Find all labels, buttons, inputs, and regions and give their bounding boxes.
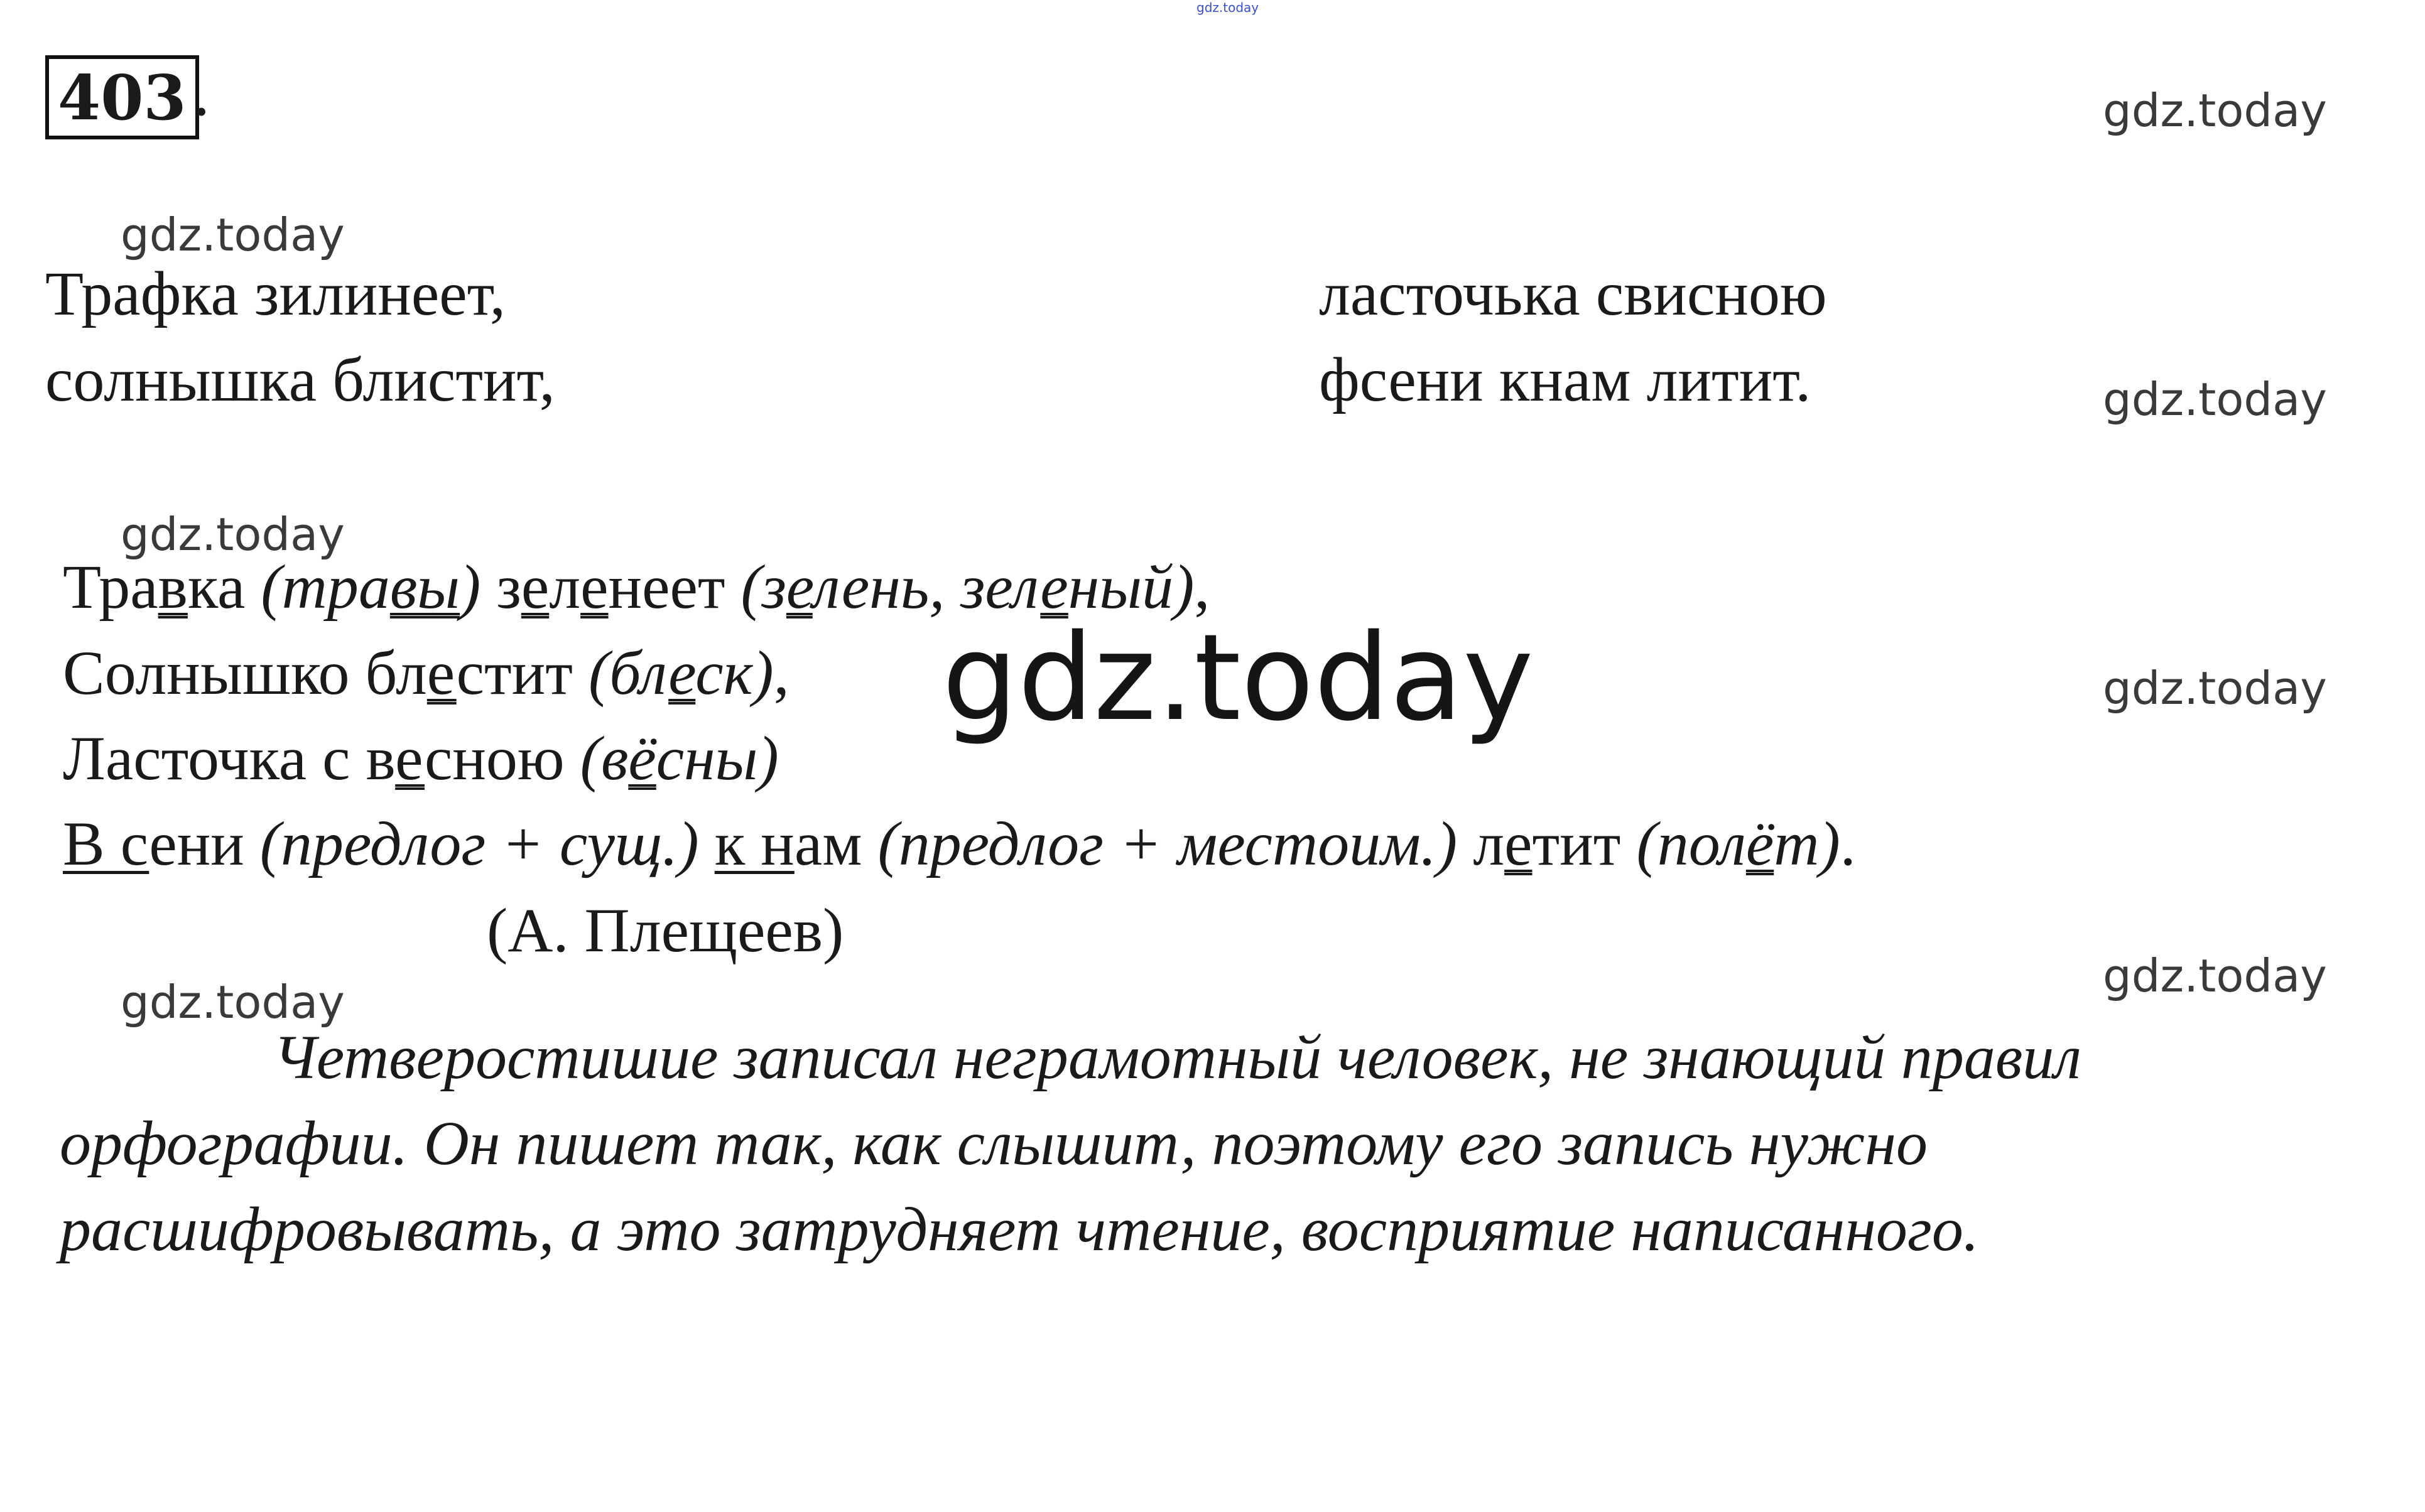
corrected-line-2: Солнышко блестит (блеск), [63,638,789,708]
watermark: gdz.today [2103,373,2327,426]
watermark: gdz.today [121,976,345,1029]
exercise-number-dot: . [192,58,212,130]
corrected-line-1: Травка (травы) зеленеет (зелень, зеленый), [63,552,1210,622]
watermark-tiny: gdz.today [1196,0,1259,15]
original-line-1: Трафка зилинеет, [45,259,506,328]
watermark-large: gdz.today [942,608,1534,747]
exercise-number: 403 [45,55,199,139]
corrected-line-4: В сени (предлог + сущ.) к нам (предлог + местоим.) летит (полёт). [63,809,1856,878]
original-line-2: солнышка блистит, [45,345,555,414]
explanation-paragraph: Четверостишие записал неграмотный человек, не знающий правил орфографии. Он пишет так, как слышит, поэтому его запись нужно расшифровывать, а это затрудняет чтение, восприятие написанного. [60,1022,2081,1264]
watermark: gdz.today [2103,84,2327,137]
watermark: gdz.today [121,508,345,561]
poem-author: (А. Плещеев) [487,895,844,965]
watermark: gdz.today [121,208,345,261]
watermark: gdz.today [2103,949,2327,1002]
corrected-line-3: Ласточка с весною (вёсны) [63,723,779,793]
original-line-3: ласточька свисною [1319,259,1827,328]
original-line-4: фсени кнам литит. [1319,345,1811,414]
watermark: gdz.today [2103,662,2327,715]
